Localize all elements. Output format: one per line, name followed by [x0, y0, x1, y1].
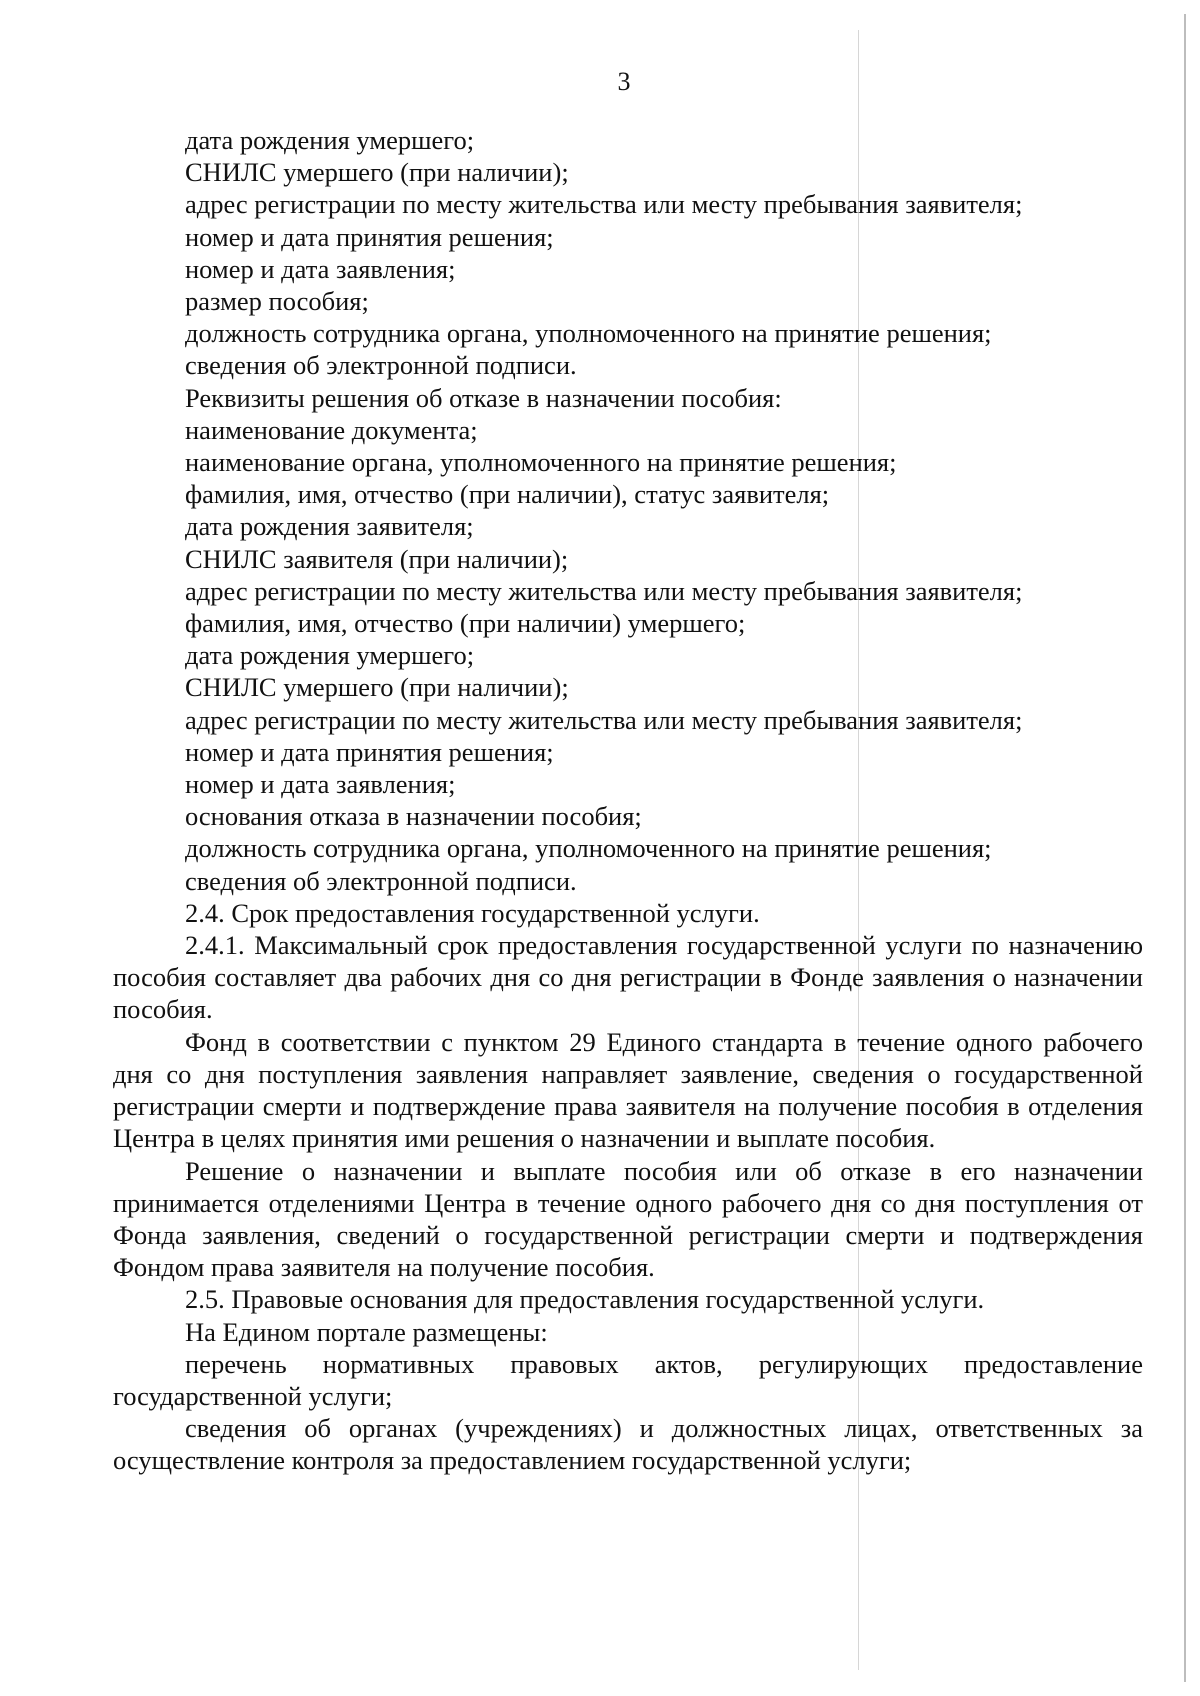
- list-item: СНИЛС умершего (при наличии);: [185, 157, 569, 188]
- paragraph-decision: Решение о назначении и выплате пособия или об отказе в его назначении принимается отделениями Центра в течение одного рабочего дня со дня поступления от Фонда заявления, сведений о государственной регистрации смерти и подтверждения Фондом права заявителя на получение пособия.: [113, 1155, 1143, 1283]
- list-item: сведения об электронной подписи.: [185, 865, 577, 896]
- scan-edge-line: [1184, 14, 1186, 1682]
- paragraph-2-4-1: 2.4.1. Максимальный срок предоставления государственной услуги по назначению пособия составляет два рабочих дня со дня регистрации в Фонде заявления о назначении пособия.: [113, 930, 1143, 1025]
- list-item: сведения об электронной подписи.: [185, 350, 577, 381]
- list-item: номер и дата заявления;: [185, 769, 456, 800]
- paragraph-fund: Фонд в соответствии с пунктом 29 Единого стандарта в течение одного рабочего дня со дня поступления заявления направляет заявление, сведения о государственной регистрации смерти и подтверждение права заявителя на получение пособия в отделения Центра в целях принятия ими решения о назначении и выплате пособия.: [113, 1026, 1143, 1154]
- list-item: сведения об органах (учреждениях) и должностных лицах, ответственных за осуществление контроля за предоставлением государственной услуги;: [113, 1413, 1143, 1476]
- list-item: дата рождения заявителя;: [185, 511, 474, 542]
- list-item: должность сотрудника органа, уполномоченного на принятие решения;: [185, 833, 992, 864]
- list-item: фамилия, имя, отчество (при наличии) умершего;: [185, 608, 746, 639]
- page-number: 3: [617, 67, 631, 96]
- list-item: СНИЛС заявителя (при наличии);: [185, 543, 569, 574]
- list-item: номер и дата заявления;: [185, 253, 456, 284]
- paragraph-portal: На Едином портале размещены:: [185, 1316, 548, 1347]
- list-item: номер и дата принятия решения;: [185, 736, 554, 767]
- list-item: адрес регистрации по месту жительства или месту пребывания заявителя;: [185, 575, 1023, 606]
- section-heading: 2.5. Правовые основания для предоставления государственной услуги.: [185, 1284, 985, 1315]
- document-body: [113, 124, 1143, 1477]
- list-item: наименование документа;: [185, 414, 478, 445]
- list-item: СНИЛС умершего (при наличии);: [185, 672, 569, 703]
- list-item: адрес регистрации по месту жительства или месту пребывания заявителя;: [185, 704, 1023, 735]
- list-item: должность сотрудника органа, уполномоченного на принятие решения;: [185, 318, 992, 349]
- list-item: дата рождения умершего;: [185, 125, 475, 155]
- list-item: фамилия, имя, отчество (при наличии), статус заявителя;: [185, 479, 830, 510]
- section-heading: 2.4. Срок предоставления государственной услуги.: [185, 897, 760, 928]
- list-item: наименование органа, уполномоченного на принятие решения;: [185, 447, 897, 478]
- list-item: дата рождения умершего;: [185, 640, 475, 671]
- list-item: номер и дата принятия решения;: [185, 221, 554, 252]
- list-item: перечень нормативных правовых актов, регулирующих предоставление государственной услуги;: [113, 1348, 1143, 1411]
- section-heading: Реквизиты решения об отказе в назначении пособия:: [185, 382, 782, 413]
- list-item: размер пособия;: [185, 286, 369, 317]
- list-item: адрес регистрации по месту жительства или месту пребывания заявителя;: [185, 189, 1023, 220]
- list-item: основания отказа в назначении пособия;: [185, 801, 642, 832]
